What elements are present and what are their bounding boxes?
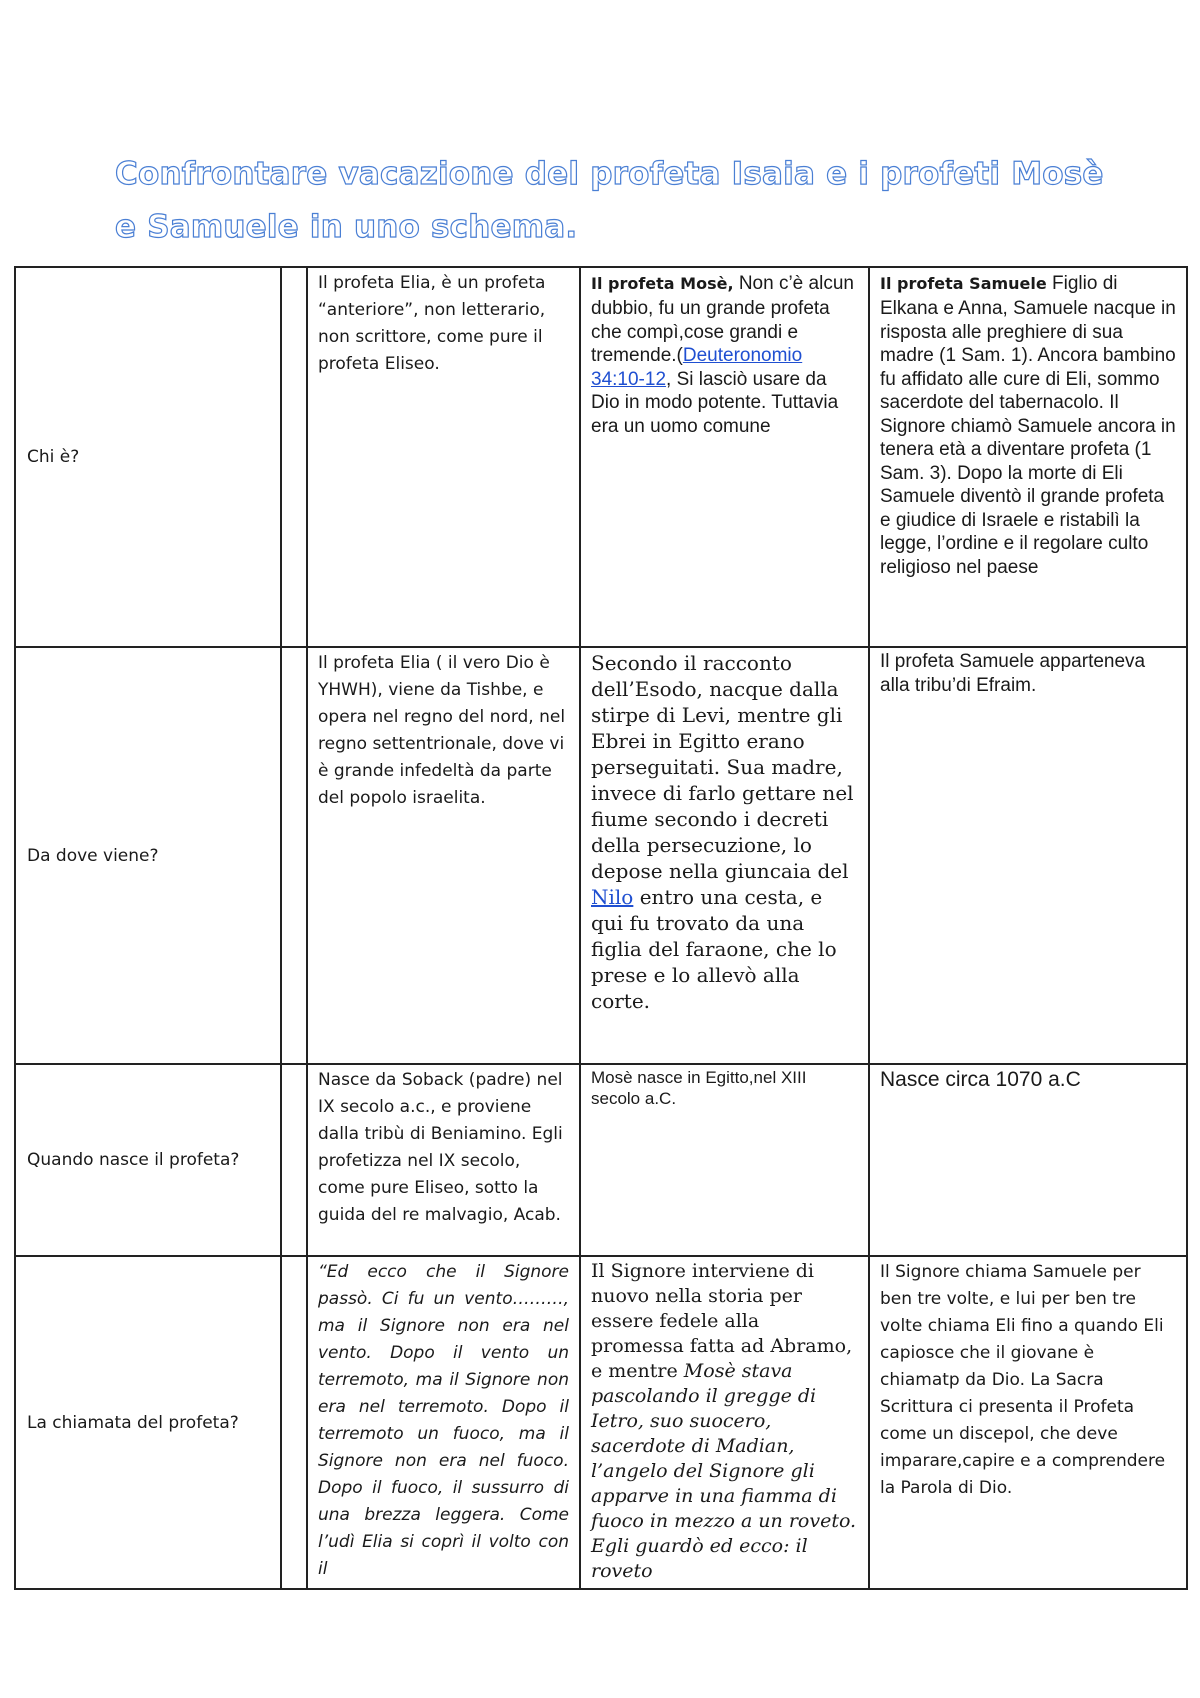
- samuele-label: Il profeta Samuele: [880, 274, 1047, 293]
- elia-cell: [307, 267, 580, 647]
- samuele-cell: [869, 267, 1187, 647]
- elia-cell: [307, 1256, 580, 1589]
- mose-text: [581, 268, 868, 442]
- page-title: Confrontare vacazione del profeta Isaia e i profeti Mosè e Samuele in uno schema.: [115, 156, 1104, 245]
- table-row: [15, 267, 1187, 647]
- mose-label: Il profeta Mosè,: [591, 274, 734, 293]
- deuteronomio-link[interactable]: Deuteronomio 34:10-12: [591, 345, 803, 390]
- mose-text-italic: Mosè stava pascolando il gregge di Ietro, suo suocero, sacerdote di Madian, l’angelo del Signore gli apparve in una fiamma di fuoco in mezzo a un roveto. Egli guardò ed ecco: il roveto: [591, 1360, 857, 1582]
- samuele-text: Il Signore chiama Samuele per ben tre volte, e lui per ben tre volte chiama Eli fino a quando Eli capiosce che il giovane è chiamatp da Dio. La Sacra Scrittura ci presenta il Profeta come un discepol, che deve imparare,capire e a comprendere la Parola di Dio.: [880, 1262, 1166, 1498]
- mose-text-pre: Il Signore interviene di nuovo nella storia per essere fedele alla promessa fatta ad Abramo, e mentre: [591, 1260, 853, 1382]
- elia-text: Nasce da Soback (padre) nel IX secolo a.c., e proviene dalla tribù di Beniamino. Egli profetizza nel IX secolo, come pure Eliseo, sotto la guida del re malvagio, Acab.: [318, 1070, 563, 1225]
- samuele-cell: [869, 1064, 1187, 1256]
- spacer-cell: [281, 267, 307, 647]
- mose-text-pre: Secondo il racconto dell’Esodo, nacque dalla stirpe di Levi, mentre gli Ebrei in Egitto erano perseguitati. Sua madre, invece di farlo gettare nel fiume secondo i decreti della persecuzione, lo depose nella giuncaia del: [591, 651, 854, 883]
- samuele-text: [870, 268, 1186, 583]
- spacer-cell: [281, 1256, 307, 1589]
- elia-text: “Ed ecco che il Signore passò. Ci fu un vento………, ma il Signore non era nel vento. Dopo il vento un terremoto, ma il Signore non era nel terremoto. Dopo il terremoto un fuoco, ma il Signore non era nel fuoco. Dopo il fuoco, il sussurro di una brezza leggera. Come l’udì Elia si coprì il volto con il: [318, 1262, 569, 1579]
- spacer-cell: [281, 647, 307, 1064]
- mose-cell: [580, 267, 869, 647]
- mose-cell: [580, 1256, 869, 1589]
- spacer-cell: [281, 1064, 307, 1256]
- question-cell: Da dove viene?: [15, 647, 281, 1064]
- elia-text: Il profeta Elia ( il vero Dio è YHWH), viene da Tishbe, e opera nel regno del nord, nel regno settentrionale, dove vi è grande infedeltà da parte del popolo israelita.: [318, 653, 566, 808]
- mose-cell: [580, 1064, 869, 1256]
- elia-cell: [307, 1064, 580, 1256]
- table-row: [15, 647, 1187, 1064]
- mose-cell: [580, 647, 869, 1064]
- samuele-text: Il profeta Samuele apparteneva alla tribu’di Efraim.: [880, 651, 1146, 696]
- mose-text-post: entro una cesta, e qui fu trovato da una figlia del faraone, che lo prese e lo allevò alla corte.: [591, 885, 837, 1013]
- samuele-cell: [869, 1256, 1187, 1589]
- samuele-cell: [869, 647, 1187, 1064]
- table-row: [15, 1256, 1187, 1589]
- question-cell: La chiamata del profeta?: [15, 1256, 281, 1589]
- elia-cell: [307, 647, 580, 1064]
- mose-text: [581, 648, 868, 1018]
- mose-text-pre: Non c’è alcun dubbio, fu un grande profeta che compì,cose grandi e tremende.(: [591, 273, 854, 366]
- question-cell: Chi è?: [15, 267, 281, 647]
- question-cell: Quando nasce il profeta?: [15, 1064, 281, 1256]
- mose-text-post: , Si lasciò usare da Dio in modo potente. Tuttavia era un uomo comune: [591, 368, 839, 437]
- elia-text: Il profeta Elia, è un profeta “anteriore”, non letterario, non scrittore, come pure il profeta Eliseo.: [318, 273, 546, 374]
- samuele-text: Nasce circa 1070 a.C: [880, 1068, 1081, 1091]
- table-row: [15, 1064, 1187, 1256]
- comparison-table: [14, 266, 1188, 1590]
- mose-text: [581, 1257, 868, 1588]
- nilo-link[interactable]: Nilo: [591, 885, 634, 909]
- mose-text: Mosè nasce in Egitto,nel XIII secolo a.C.: [591, 1068, 807, 1108]
- samuele-text-body: Figlio di Elkana e Anna, Samuele nacque in risposta alle preghiere di sua madre (1 Sam. 1). Ancora bambino fu affidato alle cure di Eli, sommo sacerdote del tabernacolo. Il Signore chiamò Samuele ancora in tenera età a diventare profeta (1 Sam. 3). Dopo la morte di Eli Samuele diventò il grande profeta e giudice di Israele e ristabilì la legge, l’ordine e il regolare culto religioso nel paese: [880, 273, 1176, 578]
